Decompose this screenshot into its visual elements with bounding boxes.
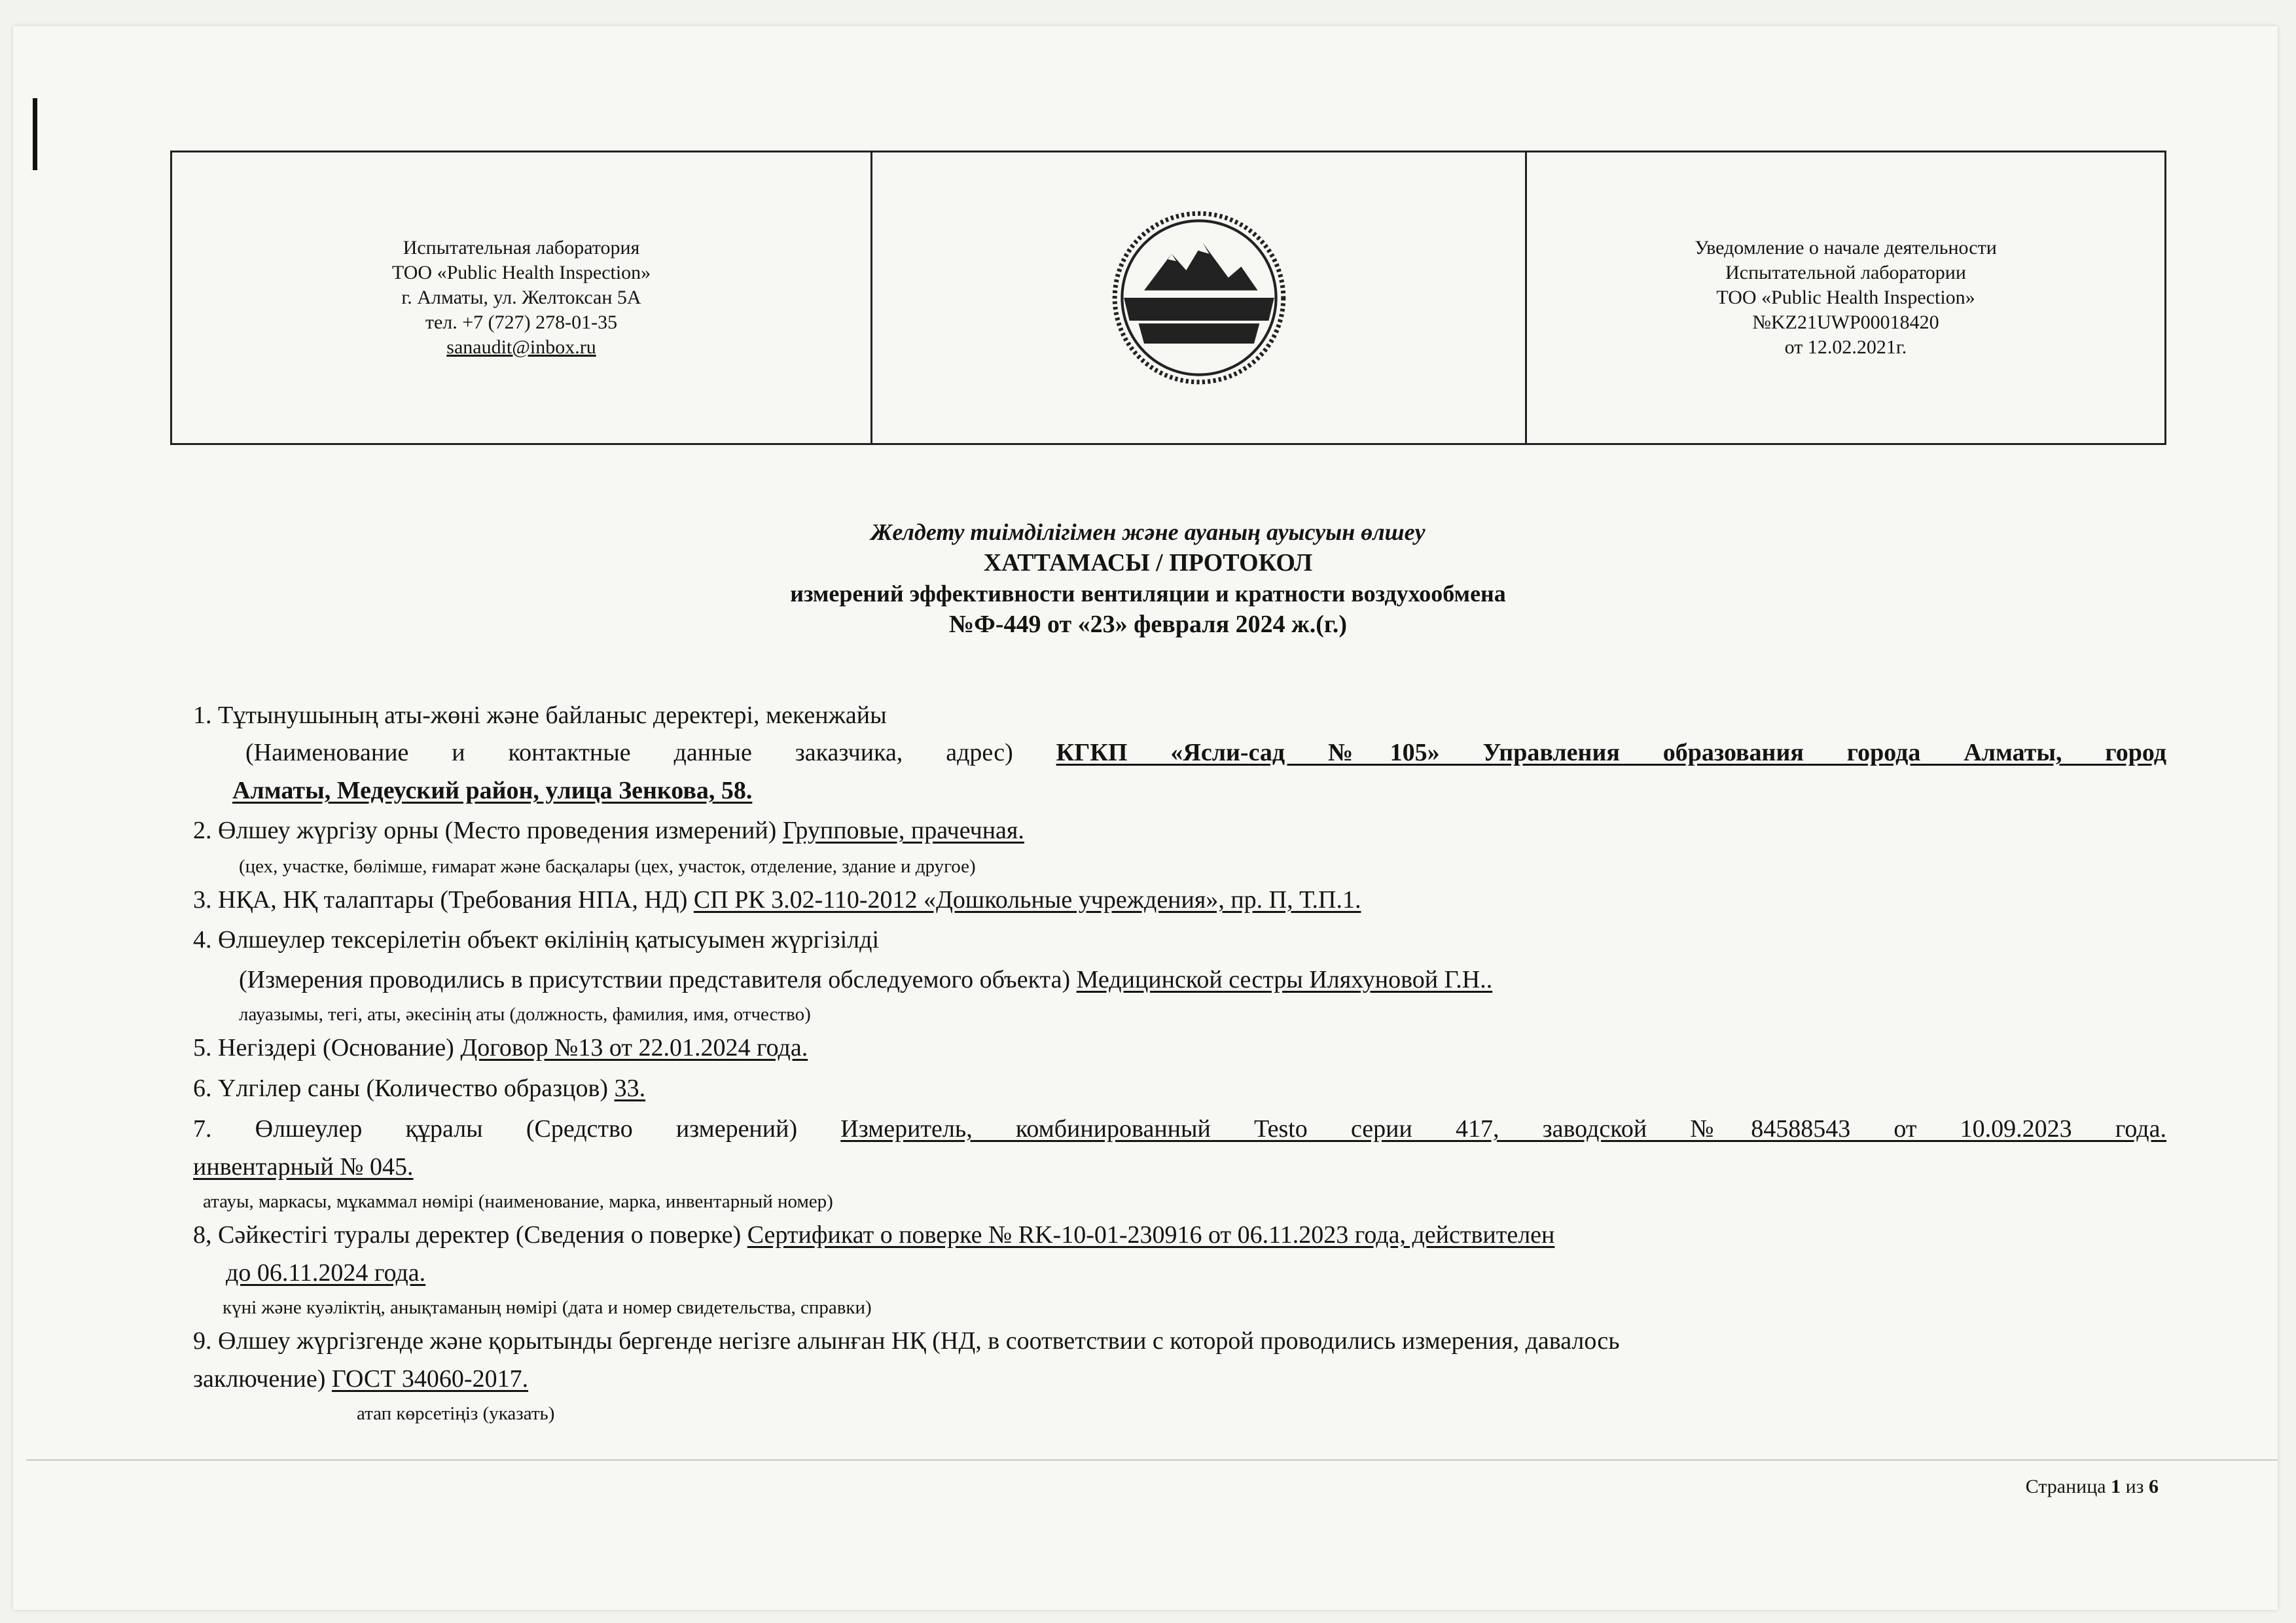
- title-protocol: ХАТТАМАСЫ / ПРОТОКОЛ: [983, 549, 1313, 577]
- lab-email-link[interactable]: sanaudit@inbox.ru: [446, 336, 596, 358]
- item-1-value-cont: Алматы, Медеуский район, улица Зенкова, 58.: [232, 777, 753, 804]
- title-number-date: №Ф-449 от «23» февраля 2024 ж.(г.): [949, 611, 1347, 638]
- item-4: [239, 965, 1492, 995]
- item-4-sub: (Измерения проводились в присутствии представителя обследуемого объекта): [239, 966, 1071, 993]
- item-6: [193, 1073, 645, 1103]
- item-1-label: 1. Тұтынушының аты-жөні және байланыс деректері, мекенжайы: [193, 702, 887, 729]
- item-8-value: Сертификат о поверке № RK-10-01-230916 от 06.11.2023 года, действителен: [747, 1221, 1555, 1249]
- item-4-label: 4. Өлшеулер тексерілетін объект өкілінің қатысуымен жүргізілді: [193, 926, 880, 954]
- item-1-sub: (Наименование и контактные данные заказчика, адрес): [245, 739, 1013, 766]
- footer-prefix: Страница: [2025, 1476, 2106, 1497]
- item-6-value: 33.: [614, 1075, 646, 1102]
- mountain-logo-icon: [1107, 206, 1291, 389]
- footer-middle: из: [2125, 1476, 2144, 1497]
- lab-address: г. Алматы, ул. Желтоксан 5А: [401, 287, 641, 308]
- footer-divider: [26, 1459, 2278, 1461]
- item-3-value: СП РК 3.02-110-2012 «Дошкольные учреждения», пр. П, Т.П.1.: [693, 886, 1361, 914]
- lab-company: ТОО «Public Health Inspection»: [391, 262, 651, 283]
- item-5-value: Договор №13 от 22.01.2024 года.: [460, 1034, 808, 1061]
- item-4-hint: лауазымы, тегі, аты, әкесінің аты (должность, фамилия, имя, отчество): [239, 1004, 811, 1025]
- item-7-label: 7. Өлшеулер құралы (Средство измерений): [193, 1115, 798, 1143]
- item-5: [193, 1033, 808, 1063]
- item-8-value-cont: до 06.11.2024 года.: [226, 1259, 426, 1287]
- item-1-value: КГКП «Ясли-сад №105» Управления образования города Алматы, город: [1056, 739, 2166, 766]
- header-table: [170, 151, 2166, 445]
- item-2-value: Групповые, прачечная.: [782, 817, 1024, 844]
- item-3-label: 3. НҚА, НҚ талаптары (Требования НПА, НД): [193, 886, 688, 914]
- item-8: [193, 1220, 1554, 1250]
- item-7: [193, 1114, 2166, 1144]
- lab-info-cell: [172, 152, 872, 443]
- notification-company: ТОО «Public Health Inspection»: [1716, 287, 1975, 308]
- protocol-title: [0, 517, 2296, 640]
- lab-phone: тел. +7 (727) 278-01-35: [425, 312, 618, 333]
- notification-lab: Испытательной лаборатории: [1725, 262, 1966, 283]
- item-6-label: 6. Үлгілер саны (Количество образцов): [193, 1075, 609, 1102]
- footer-total: 6: [2149, 1476, 2159, 1497]
- notification-cell: [1527, 152, 2164, 443]
- item-1-line: [193, 738, 2166, 768]
- item-2: [193, 815, 1024, 846]
- item-9-hint: атап көрсетіңіз (указать): [357, 1403, 555, 1424]
- item-9: [193, 1364, 528, 1394]
- item-7-hint: атауы, маркасы, мұкаммал нөмірі (наименование, марка, инвентарный номер): [203, 1191, 833, 1212]
- title-kazakh: Желдету тиімділігімен және ауаның ауысуын өлшеу: [870, 519, 1426, 545]
- item-4-value: Медицинской сестры Иляхуновой Г.Н..: [1076, 966, 1493, 993]
- item-7-value: Измеритель, комбинированный Testo серии 417, заводской №84588543 от 10.09.2023 года.: [840, 1115, 2166, 1143]
- item-7-value-cont: инвентарный № 045.: [193, 1153, 414, 1181]
- notification-date: от 12.02.2021г.: [1784, 336, 1907, 358]
- item-2-label: 2. Өлшеу жүргізу орны (Место проведения измерений): [193, 817, 777, 844]
- item-5-label: 5. Негіздері (Основание): [193, 1034, 454, 1061]
- item-8-label: 8, Сәйкестігі туралы деректер (Сведения о поверке): [193, 1221, 742, 1249]
- item-2-hint: (цех, участке, бөлімше, ғимарат және басқалары (цех, участок, отделение, здание и другое): [239, 856, 976, 877]
- scan-edge-mark: [33, 98, 37, 170]
- lab-name: Испытательная лаборатория: [403, 237, 640, 259]
- item-9-label: 9. Өлшеу жүргізгенде және қорытынды бергенде негізге алынған НҚ (НД, в соответствии с которой проводились измерения, давалось: [193, 1327, 1620, 1355]
- notification-number: №KZ21UWP00018420: [1752, 312, 1939, 333]
- logo-cell: [872, 152, 1527, 443]
- page-footer: [2026, 1476, 2159, 1498]
- notification-title: Уведомление о начале деятельности: [1695, 237, 1997, 259]
- footer-page: 1: [2111, 1476, 2121, 1497]
- item-9-label-cont: заключение): [193, 1365, 326, 1393]
- item-8-hint: күні және куәліктің, анықтаманың нөмірі (дата и номер свидетельства, справки): [223, 1297, 872, 1318]
- title-russian: измерений эффективности вентиляции и кратности воздухообмена: [790, 580, 1506, 607]
- item-9-value: ГОСТ 34060-2017.: [331, 1365, 529, 1393]
- item-3: [193, 885, 1361, 915]
